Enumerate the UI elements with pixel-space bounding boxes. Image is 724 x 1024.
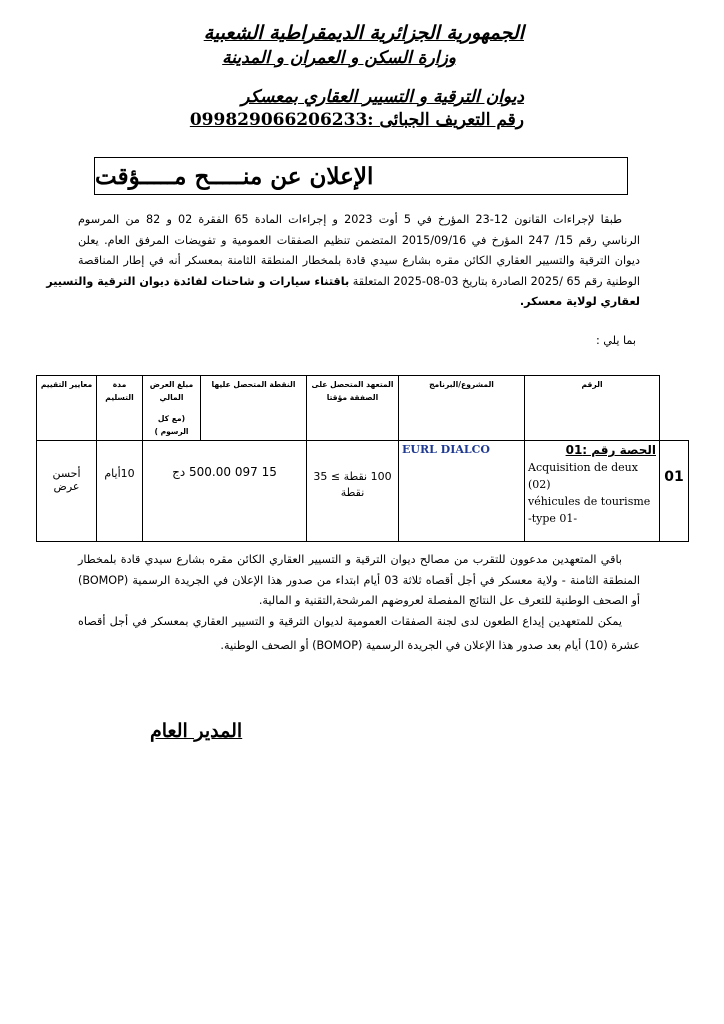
intro-paragraph: [46, 210, 640, 313]
intro-line-4-bold: باقتناء سيارات و شاحنات لفائدة ديوان الترقية والتسيير: [46, 274, 350, 288]
intro-line-4: [46, 272, 640, 293]
intro-line-3: ديوان الترقية والتسيير العقاري الكائن مقره بشارع سيدي قادة بلمخطار المنطقة الثامنة بمعسكر أنه في إطار المناقصة: [78, 254, 640, 267]
header-amount-label: مبلغ العرض المالي: [149, 380, 194, 402]
intro-line-1: طبقا لإجراءات القانون 12-23 المؤرخ في 5 أوت 2023 و إجراءات المادة 65 الفقرة 02 و 82 من المرسوم: [78, 213, 623, 226]
lot-description-line-2: véhicules de tourisme -type 01-: [528, 495, 651, 525]
header-republic: الجمهورية الجزائرية الديمقراطية الشعبية: [203, 22, 524, 44]
header-tax-id: رقم التعريف الجبائى :099829066206233: [189, 110, 524, 130]
score-line-2: نقطة: [340, 486, 365, 499]
lot-description-line-1: Acquisition de deux (02): [528, 461, 638, 491]
lot-title: الحصة رقم :01: [565, 443, 656, 457]
header-bidder: المتعهد المتحصل على الصفقة مؤقتا: [307, 376, 399, 441]
header-score: النقطة المتحصل عليها: [201, 376, 307, 441]
intro-line-5: لعقاري لولاية معسكر.: [519, 295, 640, 308]
table-row: [37, 441, 689, 542]
cell-project: [525, 441, 660, 542]
cell-amount: [143, 441, 307, 542]
announcement-title-box: [94, 157, 628, 195]
cell-number: 01: [660, 441, 689, 542]
score-line-1: 100 نقطة ≥ 35: [313, 470, 392, 483]
announcement-title: الإعلان عن منـــــح مـــــؤقت: [95, 162, 374, 190]
table-header-row: [37, 376, 689, 441]
cell-duration: 10أيام: [97, 441, 143, 542]
bima-yali-label: بما يلي :: [595, 334, 636, 347]
cell-score: [307, 441, 399, 542]
header-number: الرقم: [525, 376, 660, 441]
cell-criteria: أحسن عرض: [37, 441, 97, 542]
cell-bidder: EURL DIALCO: [399, 441, 525, 542]
header-duration: مدة التسليم: [97, 376, 143, 441]
lot-description: [528, 459, 656, 527]
signature-title: المدير العام: [150, 720, 243, 742]
header-amount: [143, 376, 201, 441]
award-table: [36, 375, 689, 542]
header-ministry: وزارة السكن و العمران و المدينة: [222, 48, 456, 68]
header-project: المشروع/البرنامج: [399, 376, 525, 441]
intro-line-2: الرناسي رقم 15/ 247 المؤرخ في 2015/09/16 المتضمن تنظيم الصفقات العمومية و تفويضات المرفق العام. يعلن: [78, 233, 640, 247]
header-criteria: معايير التقييم: [37, 376, 97, 441]
closing-paragraph: [78, 550, 640, 657]
closing-line-2: المنطقة الثامنة - ولاية معسكر في أجل أقصاه ثلاثة 03 أيام ابتداء من صدور هذا الإعلان في الجريدة الرسمية (BOMOP): [78, 573, 640, 587]
closing-line-4: يمكن للمتعهدين إيداع الطعون لدى لجنة الصفقات العمومية لديوان الترقية و التسيير العقاري بمعسكر في أجل أقصاه: [78, 614, 622, 628]
closing-line-1: باقي المتعهدين مدعوون للتقرب من مصالح ديوان الترقية و التسيير العقاري الكائن مقره بشارع سيدي قادة بلمخطار: [78, 553, 622, 566]
header-amount-note: (مع كل الرسوم ): [154, 414, 189, 436]
amount-value: 15 097 500.00 دج: [172, 465, 277, 479]
header-office: ديوان الترقية و التسيير العقاري بمعسكر: [241, 87, 524, 107]
closing-line-5: عشرة (10) أيام بعد صدور هذا الإعلان في الجريدة الرسمية (BOMOP) أو الصحف الوطنية.: [220, 639, 640, 652]
intro-line-4-regular: الوطنية رقم 65 /2025 الصادرة بتاريخ 03-08-2025 المتعلقة: [349, 274, 640, 288]
closing-line-3: أو الصحف الوطنية للتعرف عل النتائج المفصلة لعروضهم المرشحة,التقنية و المالية.: [258, 594, 640, 607]
